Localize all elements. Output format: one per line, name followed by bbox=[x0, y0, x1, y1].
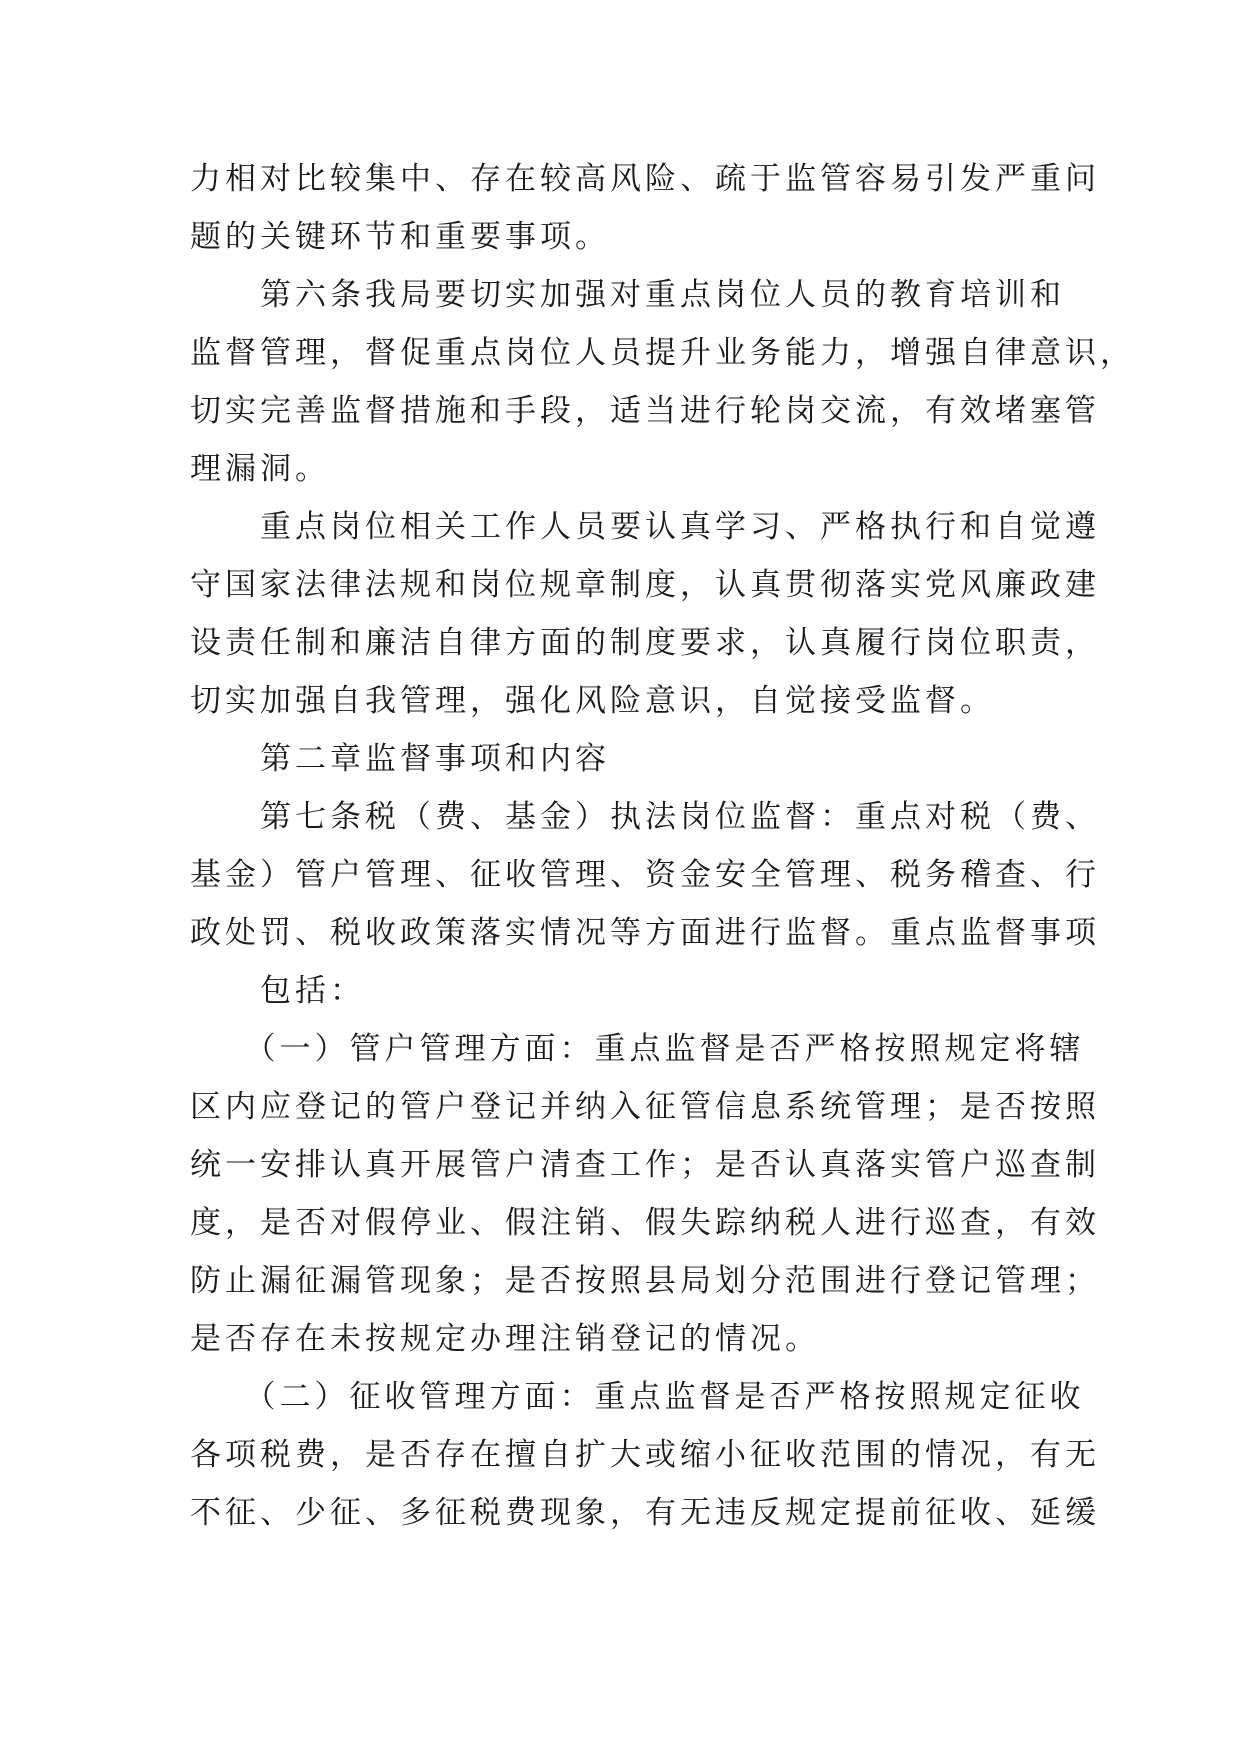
text-line: （一）管户管理方面：重点监督是否严格按照规定将辖 bbox=[190, 1031, 1085, 1067]
text-line: 切实完善监督措施和手段，适当进行轮岗交流，有效堵塞管 bbox=[190, 393, 1100, 429]
document-body bbox=[190, 150, 1135, 1542]
text-line: 包括： bbox=[190, 973, 365, 1009]
text-line: 基金）管户管理、征收管理、资金安全管理、税务稽查、行 bbox=[190, 857, 1100, 893]
chapter-heading: 第二章监督事项和内容 bbox=[190, 741, 610, 777]
text-line: 防止漏征漏管现象；是否按照县局划分范围进行登记管理； bbox=[190, 1263, 1100, 1299]
text-line: 政处罚、税收政策落实情况等方面进行监督。重点监督事项 bbox=[190, 915, 1100, 951]
text-line: 重点岗位相关工作人员要认真学习、严格执行和自觉遵 bbox=[190, 509, 1100, 545]
text-line: 度，是否对假停业、假注销、假失踪纳税人进行巡查，有效 bbox=[190, 1205, 1100, 1241]
text-line: 统一安排认真开展管户清查工作；是否认真落实管户巡查制 bbox=[190, 1147, 1100, 1183]
text-line: （二）征收管理方面：重点监督是否严格按照规定征收 bbox=[190, 1379, 1085, 1415]
text-line: 第六条我局要切实加强对重点岗位人员的教育培训和 bbox=[190, 277, 1065, 313]
text-line: 切实加强自我管理，强化风险意识，自觉接受监督。 bbox=[190, 683, 995, 719]
text-line: 理漏洞。 bbox=[190, 451, 330, 487]
text-line: 第七条税（费、基金）执法岗位监督：重点对税（费、 bbox=[190, 799, 1100, 835]
text-line: 题的关键环节和重要事项。 bbox=[190, 219, 610, 255]
text-line: 力相对比较集中、存在较高风险、疏于监管容易引发严重问 bbox=[190, 161, 1100, 197]
text-line: 区内应登记的管户登记并纳入征管信息系统管理；是否按照 bbox=[190, 1089, 1100, 1125]
text-line: 监督管理，督促重点岗位人员提升业务能力，增强自律意识， bbox=[190, 335, 1135, 371]
text-line: 各项税费，是否存在擅自扩大或缩小征收范围的情况，有无 bbox=[190, 1437, 1100, 1473]
text-line: 不征、少征、多征税费现象，有无违反规定提前征收、延缓 bbox=[190, 1495, 1100, 1531]
text-line: 是否存在未按规定办理注销登记的情况。 bbox=[190, 1321, 820, 1357]
text-line: 设责任制和廉洁自律方面的制度要求，认真履行岗位职责， bbox=[190, 625, 1100, 661]
text-line: 守国家法律法规和岗位规章制度，认真贯彻落实党风廉政建 bbox=[190, 567, 1100, 603]
